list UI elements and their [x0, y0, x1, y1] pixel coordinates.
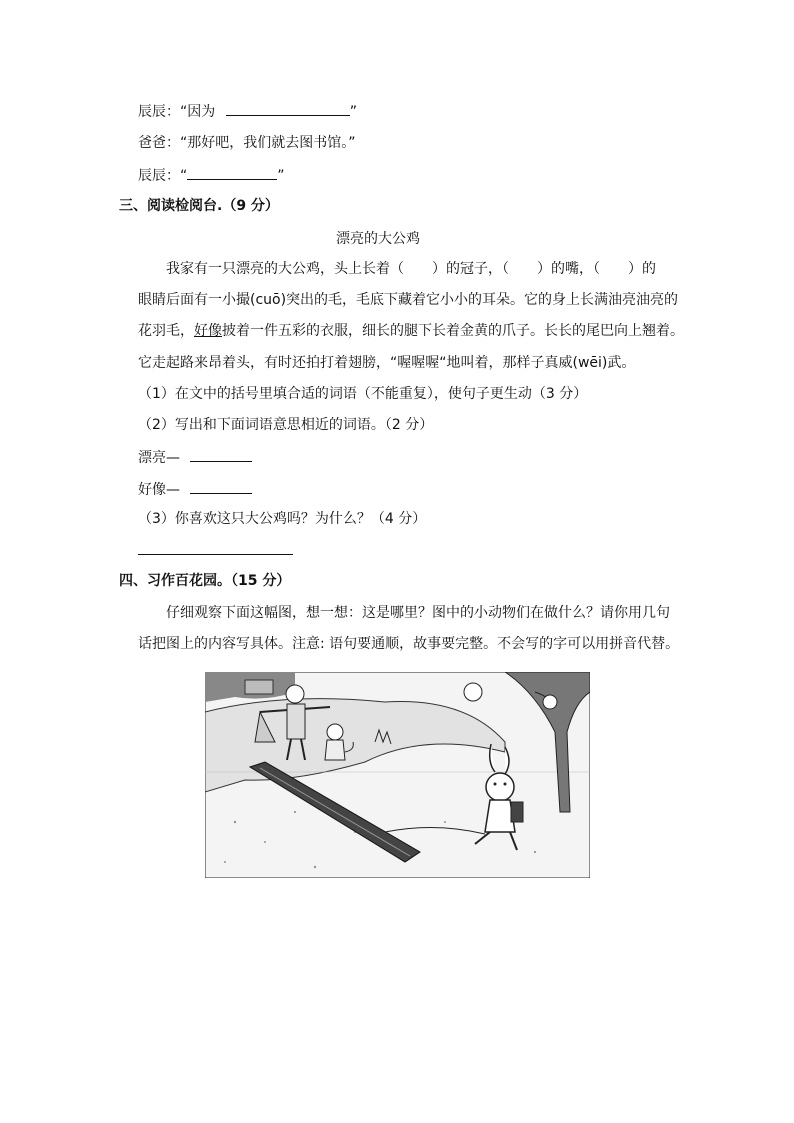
passage-line-4: 它走起路来昂着头，有时还拍打着翅膀，“喔喔喔“地叫着，那样子真威(wēi)武。 [138, 355, 636, 371]
passage-line-1: 我家有一只漂亮的大公鸡，头上长着（ ）的冠子，（ ）的嘴，（ ）的 [166, 261, 656, 277]
question-2: （2）写出和下面词语意思相近的词语。（2 分） [138, 417, 434, 433]
section-3-heading: 三、阅读检阅台.（9 分） [119, 198, 279, 214]
question-1: （1）在文中的括号里填合适的词语（不能重复），使句子更生动（3 分） [138, 386, 588, 402]
passage-line-3: 花羽毛，好像披着一件五彩的衣服，细长的腿下长着金黄的爪子。长长的尾巴向上翘着。 [138, 323, 684, 339]
section-4-heading: 四、习作百花园。（15 分） [119, 573, 291, 589]
dialogue-line-3: 辰辰：“ ” [138, 165, 285, 186]
writing-picture-illustration [205, 672, 590, 878]
word-1: 漂亮— [138, 447, 252, 468]
passage-line-2: 眼睛后面有一小撮(cuō)突出的毛，毛底下藏着它小小的耳朵。它的身上长满油亮油亮的 [138, 292, 679, 308]
answer-blank[interactable] [190, 479, 252, 494]
answer-line[interactable] [138, 540, 293, 561]
speaker-chenchen: 辰辰： [138, 104, 180, 120]
writing-prompt-line-2: 话把图上的内容写具体。注意: 语句要通顺，故事要完整。不会写的字可以用拼音代替。 [138, 636, 680, 652]
question-3: （3）你喜欢这只大公鸡吗？为什么？（4 分） [138, 511, 427, 527]
speaker-chenchen: 辰辰： [138, 168, 180, 184]
answer-blank[interactable] [226, 101, 350, 116]
answer-blank[interactable] [190, 447, 252, 462]
writing-prompt-line-1: 仔细观察下面这幅图，想一想：这是哪里？图中的小动物们在做什么？请你用几句 [166, 605, 670, 621]
speaker-baba: 爸爸： [138, 135, 180, 151]
dialogue-line-1: 辰辰：“因为 ” [138, 101, 357, 122]
passage-title: 漂亮的大公鸡 [336, 231, 420, 247]
dialogue-line-2: 爸爸：“那好吧，我们就去图书馆。” [138, 135, 356, 151]
word-2: 好像— [138, 479, 252, 500]
underlined-word: 好像 [194, 323, 222, 339]
answer-blank[interactable] [187, 165, 277, 180]
